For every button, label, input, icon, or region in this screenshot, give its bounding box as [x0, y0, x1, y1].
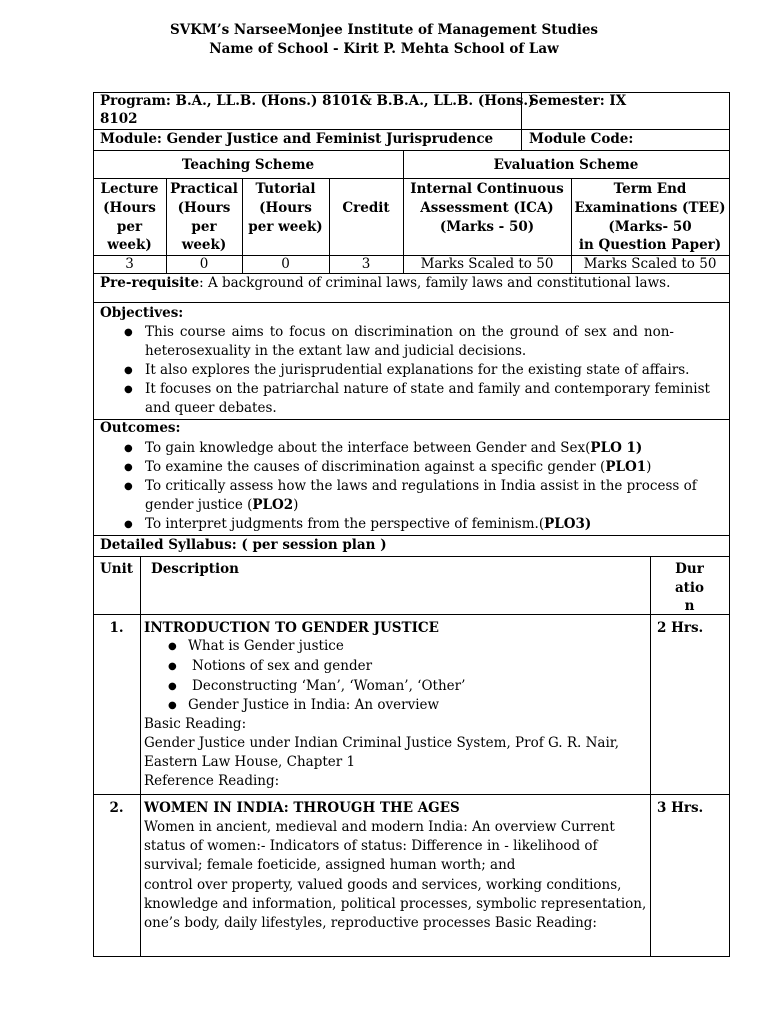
evaluation-scheme-heading: Evaluation Scheme [493, 157, 639, 173]
list-item: To gain knowledge about the interface between Gender and Sex(PLO 1) [145, 440, 643, 456]
topic-item: Deconstructing ‘Man’, ‘Woman’, ‘Other’ [192, 678, 466, 694]
list-item-continued: gender justice (PLO2) [145, 497, 299, 513]
credit-header: Credit [342, 200, 390, 216]
unit-number: 2. [109, 800, 124, 816]
topic-item: Gender Justice in India: An overview [188, 697, 440, 713]
description-column-header: Description [151, 561, 239, 577]
list-item: It focuses on the patriarchal nature of state and family and contemporary feminist [145, 381, 710, 397]
topic-item: What is Gender justice [188, 638, 344, 654]
list-item-continued: heterosexuality in the extant law and judicial decisions. [145, 343, 527, 359]
bullet-icon: ● [124, 384, 133, 395]
unit-number: 1. [109, 620, 124, 636]
lecture-value: 3 [125, 256, 134, 272]
list-item: To examine the causes of discrimination against a specific gender (PLO1) [145, 459, 652, 475]
list-item: To interpret judgments from the perspective of feminism.(PLO3) [145, 516, 592, 532]
teaching-scheme-heading: Teaching Scheme [181, 157, 315, 173]
bullet-icon: ● [124, 462, 133, 473]
bullet-icon: ● [168, 661, 177, 672]
reading-line: Gender Justice under Indian Criminal Justice System, Prof G. R. Nair, [144, 735, 620, 751]
bullet-icon: ● [168, 641, 177, 652]
description-line: Women in ancient, medieval and modern India: An overview Current [144, 819, 615, 835]
bullet-icon: ● [168, 681, 177, 692]
module-label: Module: Gender Justice and Feminist Jurisprudence [100, 131, 494, 147]
reading-line: Reference Reading: [144, 773, 280, 789]
bullet-icon: ● [168, 700, 177, 711]
description-line: status of women:- Indicators of status: Difference in - likelihood of [144, 838, 598, 854]
ica-value: Marks Scaled to 50 [420, 256, 554, 272]
description-line: knowledge and information, political processes, symbolic representation, [144, 896, 647, 912]
list-item-continued: and queer debates. [145, 400, 277, 416]
description-line: one’s body, daily lifestyles, reproductive processes Basic Reading: [144, 915, 597, 931]
unit-column-header: Unit [100, 561, 133, 577]
reading-line: Eastern Law House, Chapter 1 [144, 754, 356, 770]
list-item: To critically assess how the laws and regulations in India assist in the process of [145, 478, 697, 494]
topic-item: Notions of sex and gender [192, 658, 373, 674]
syllabus-heading: Detailed Syllabus: ( per session plan ) [100, 537, 387, 553]
program-code: 8102 [100, 111, 138, 127]
description-line: survival; female foeticide, assigned human worth; and [144, 857, 516, 873]
outcomes-heading: Outcomes: [100, 420, 181, 436]
unit-duration: 3 Hrs. [657, 800, 704, 816]
objectives-heading: Objectives: [100, 305, 184, 321]
practical-value: 0 [199, 256, 209, 272]
prerequisite: Pre-requisite: A background of criminal laws, family laws and constitutional laws. [100, 275, 671, 291]
unit-title: INTRODUCTION TO GENDER JUSTICE [144, 620, 439, 636]
bullet-icon: ● [124, 443, 133, 454]
bullet-icon: ● [124, 365, 133, 376]
unit-duration: 2 Hrs. [657, 620, 704, 636]
semester-label: Semester: IX [529, 93, 627, 109]
reading-line: Basic Reading: [144, 716, 247, 732]
bullet-icon: ● [124, 327, 133, 338]
bullet-icon: ● [124, 519, 133, 530]
school-name: Name of School - Kirit P. Mehta School of Law [209, 41, 559, 57]
list-item: It also explores the jurisprudential explanations for the existing state of affairs. [145, 362, 690, 378]
institute-title: SVKM’s NarseeMonjee Institute of Management Studies [169, 22, 599, 38]
list-item: This course aims to focus on discrimination on the ground of sex and non- [145, 324, 674, 340]
module-code-label: Module Code: [529, 131, 634, 147]
tutorial-value: 0 [281, 256, 290, 272]
unit-title: WOMEN IN INDIA: THROUGH THE AGES [144, 800, 460, 816]
credit-value: 3 [361, 256, 371, 272]
program-label: Program: B.A., LL.B. (Hons.) 8101& B.B.A., LL.B. (Hons.) [100, 93, 535, 109]
tee-value: Marks Scaled to 50 [583, 256, 717, 272]
description-line: control over property, valued goods and services, working conditions, [144, 877, 622, 893]
bullet-icon: ● [124, 481, 133, 492]
